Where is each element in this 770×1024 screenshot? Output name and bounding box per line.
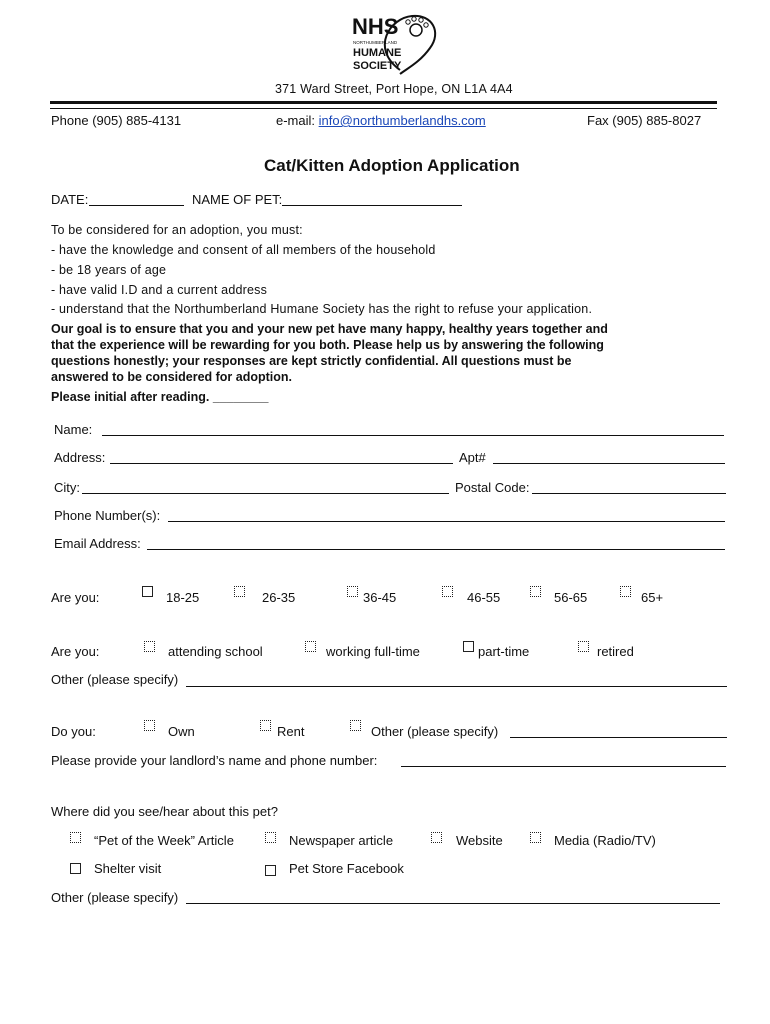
requirement-item: - be 18 years of age (51, 263, 167, 277)
own-checkbox[interactable] (144, 720, 155, 731)
landlord-label: Please provide your landlord’s name and phone number: (51, 753, 378, 768)
phone-field[interactable] (168, 521, 725, 522)
source-question: Where did you see/hear about this pet? (51, 804, 278, 819)
status-option-label: attending school (168, 644, 263, 659)
pet-name-field[interactable] (282, 205, 462, 206)
age-36-45-checkbox[interactable] (347, 586, 358, 597)
email-address-field[interactable] (147, 549, 725, 550)
housing-option-label: Own (168, 724, 195, 739)
source-option-label: Newspaper article (289, 833, 394, 848)
part-time-checkbox[interactable] (463, 641, 474, 652)
age-option-label: 26-35 (262, 590, 296, 605)
logo-nhs: NHS (352, 14, 399, 39)
media-checkbox[interactable] (530, 832, 541, 843)
pet-store-facebook-checkbox[interactable] (265, 865, 276, 876)
requirement-item: - have the knowledge and consent of all members of the household (51, 243, 436, 257)
apt-label: Apt# (459, 450, 486, 465)
website-checkbox[interactable] (431, 832, 442, 843)
goal-line: that the experience will be rewarding for you both. Please help us by answering the following (51, 338, 604, 352)
status-option-label: working full-time (326, 644, 420, 659)
age-26-35-checkbox[interactable] (234, 586, 245, 597)
rent-checkbox[interactable] (260, 720, 271, 731)
housing-other-checkbox[interactable] (350, 720, 361, 731)
age-56-65-checkbox[interactable] (530, 586, 541, 597)
age-46-55-checkbox[interactable] (442, 586, 453, 597)
status-other-field[interactable] (186, 686, 727, 687)
source-option-label: Media (Radio/TV) (554, 833, 656, 848)
goal-line: Our goal is to ensure that you and your new pet have many happy, healthy years together and (51, 322, 608, 336)
nhs-logo (350, 8, 440, 76)
requirement-item: - understand that the Northumberland Humane Society has the right to refuse your application. (51, 302, 593, 316)
city-field[interactable] (82, 493, 449, 494)
age-65-plus-checkbox[interactable] (620, 586, 631, 597)
housing-label: Do you: (51, 724, 96, 739)
newspaper-checkbox[interactable] (265, 832, 276, 843)
source-option-label: “Pet of the Week” Article (94, 833, 234, 848)
logo-humane: HUMANE (353, 47, 402, 59)
org-email (276, 113, 486, 128)
phone-label: Phone Number(s): (54, 508, 161, 523)
logo-society: SOCIETY (353, 60, 402, 72)
date-label: DATE: (51, 192, 89, 207)
initial-prompt: Please initial after reading. ________ (51, 390, 269, 404)
retired-checkbox[interactable] (578, 641, 589, 652)
goal-line: answered to be considered for adoption. (51, 370, 293, 384)
age-label: Are you: (51, 590, 100, 605)
city-label: City: (54, 480, 80, 495)
source-option-label: Website (456, 833, 503, 848)
apt-field[interactable] (493, 463, 725, 464)
postal-code-field[interactable] (532, 493, 726, 494)
status-option-label: part-time (478, 644, 530, 659)
date-field[interactable] (89, 205, 184, 206)
address-label: Address: (54, 450, 106, 465)
email-address-label: Email Address: (54, 536, 141, 551)
org-address: 371 Ward Street, Port Hope, ON L1A 4A4 (275, 82, 513, 96)
housing-other-field[interactable] (510, 737, 727, 738)
requirement-item: - have valid I.D and a current address (51, 283, 268, 297)
email-label: e-mail: (276, 113, 319, 128)
email-link[interactable]: info@northumberlandhs.com (318, 113, 486, 128)
name-field[interactable] (102, 435, 724, 436)
header-rule-bottom (50, 108, 717, 109)
status-label: Are you: (51, 644, 100, 659)
age-option-label: 18-25 (166, 590, 200, 605)
source-other-label: Other (please specify) (51, 890, 179, 905)
age-option-label: 46-55 (467, 590, 501, 605)
requirements-intro: To be considered for an adoption, you must: (51, 223, 303, 237)
name-label: Name: (54, 422, 93, 437)
pet-name-label: NAME OF PET: (192, 192, 283, 207)
logo-northumberland: NORTHUMBERLAND (353, 40, 398, 45)
age-option-label: 36-45 (363, 590, 397, 605)
age-option-label: 56-65 (554, 590, 588, 605)
status-other-label: Other (please specify) (51, 672, 179, 687)
form-title: Cat/Kitten Adoption Application (264, 156, 520, 175)
address-field[interactable] (110, 463, 453, 464)
housing-option-label: Other (please specify) (371, 724, 499, 739)
housing-option-label: Rent (277, 724, 305, 739)
source-option-label: Shelter visit (94, 861, 162, 876)
postal-code-label: Postal Code: (455, 480, 530, 495)
age-option-label: 65+ (641, 590, 664, 605)
attending-school-checkbox[interactable] (144, 641, 155, 652)
working-full-time-checkbox[interactable] (305, 641, 316, 652)
org-fax: Fax (905) 885-8027 (587, 113, 702, 128)
landlord-field[interactable] (401, 766, 726, 767)
org-phone: Phone (905) 885-4131 (51, 113, 182, 128)
age-18-25-checkbox[interactable] (142, 586, 153, 597)
source-other-field[interactable] (186, 903, 720, 904)
pet-of-week-checkbox[interactable] (70, 832, 81, 843)
goal-line: questions honestly; your responses are kept strictly confidential. All questions must be (51, 354, 572, 368)
status-option-label: retired (597, 644, 634, 659)
source-option-label: Pet Store Facebook (289, 861, 404, 876)
header-rule-top (50, 101, 717, 104)
shelter-visit-checkbox[interactable] (70, 863, 81, 874)
